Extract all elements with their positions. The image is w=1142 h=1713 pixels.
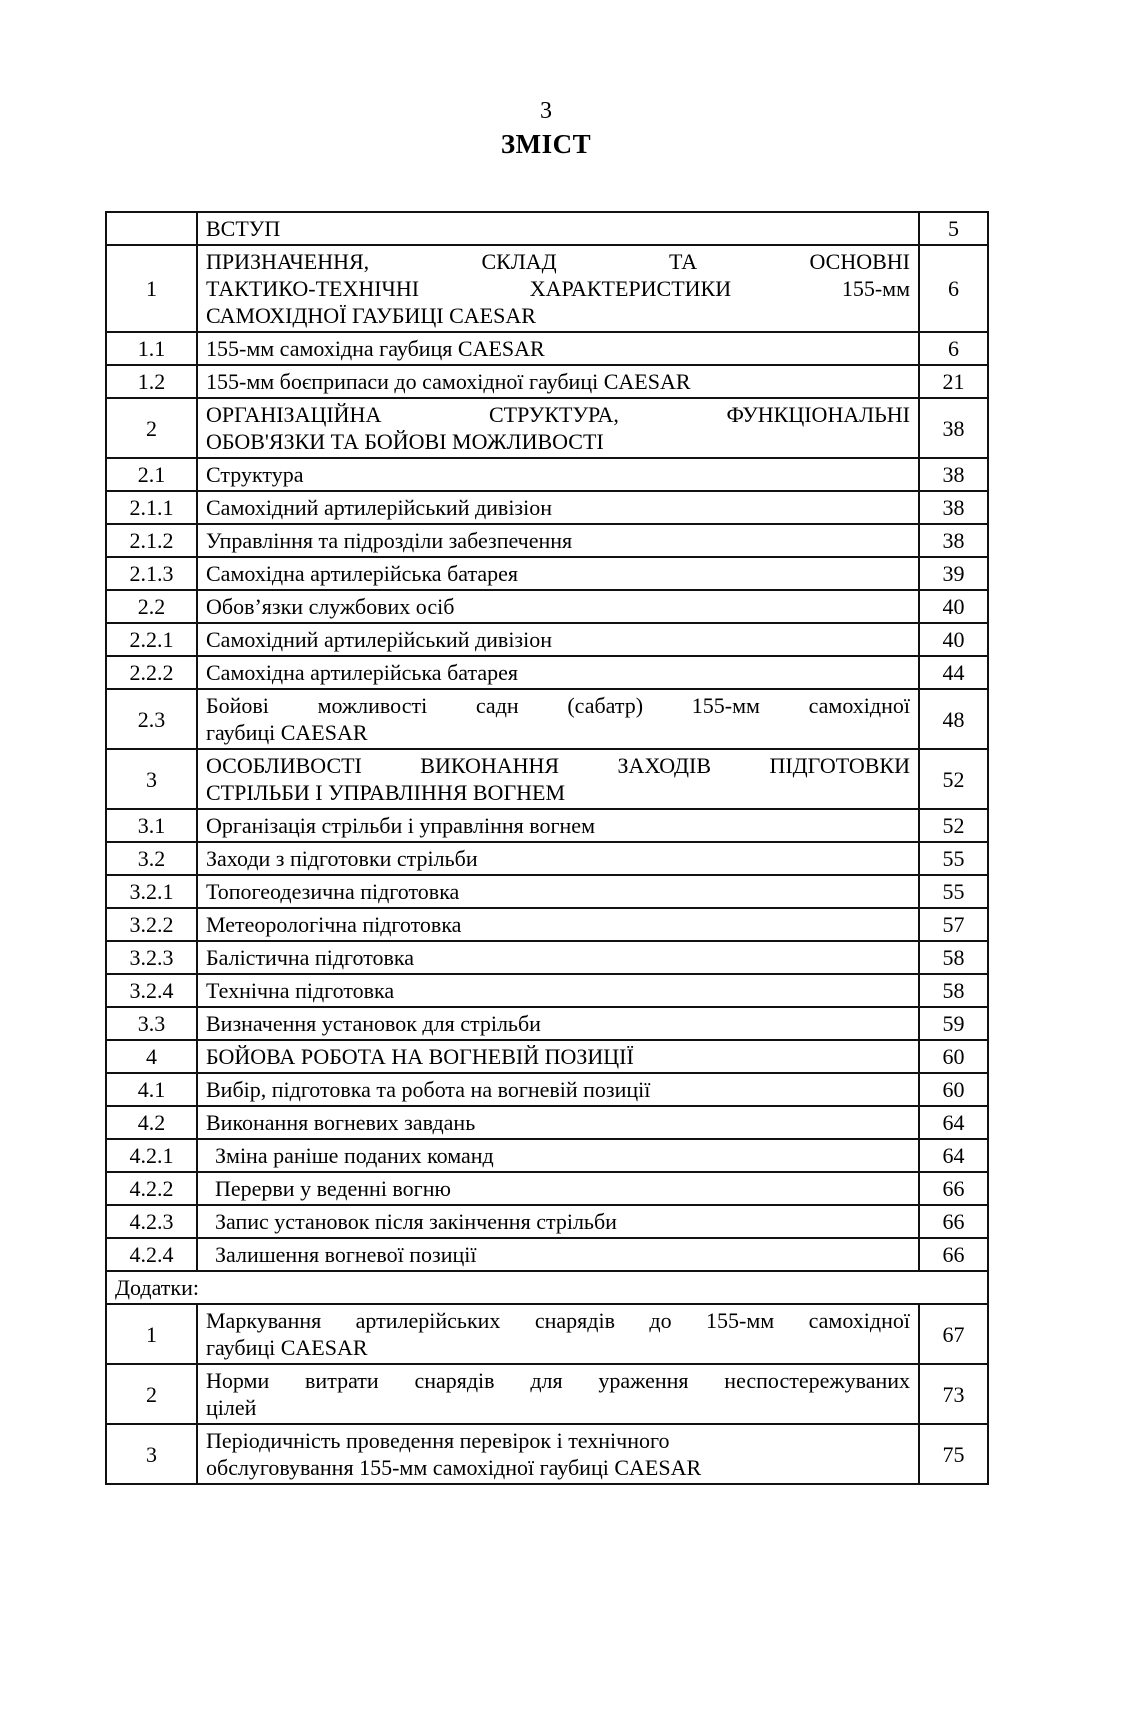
toc-entry-page: 67 (919, 1304, 988, 1364)
toc-entry-title (197, 1139, 919, 1172)
toc-entry-number: 2.2.2 (106, 656, 197, 689)
toc-row (106, 491, 988, 524)
toc-entry-title (197, 245, 919, 332)
toc-entry-title-line: Самохідний артилерійський дивізіон (206, 627, 553, 652)
toc-entry-page: 38 (919, 491, 988, 524)
toc-entry-page: 64 (919, 1139, 988, 1172)
toc-entry-title (197, 941, 919, 974)
toc-entry-title-line: Виконання вогневих завдань (206, 1110, 476, 1135)
toc-entry-title-line: Обов’язки службових осіб (206, 594, 455, 619)
toc-entry-number: 4 (106, 1040, 197, 1073)
toc-entry-number: 2.1.2 (106, 524, 197, 557)
toc-entry-title (197, 491, 919, 524)
toc-row (106, 908, 988, 941)
toc-section-label: Додатки: (106, 1271, 988, 1304)
toc-entry-title-line: Норми витрати снарядів для ураження неспостережуваних (206, 1368, 910, 1393)
toc-row (106, 1205, 988, 1238)
toc-entry-number: 2.2 (106, 590, 197, 623)
toc-entry-page: 6 (919, 245, 988, 332)
toc-entry-number: 1 (106, 1304, 197, 1364)
toc-entry-page: 38 (919, 458, 988, 491)
toc-entry-title-line: Вибір, підготовка та робота на вогневій позиції (206, 1077, 651, 1102)
toc-entry-title-line: Залишення вогневої позиції (215, 1242, 477, 1267)
toc-entry-title-line: ОБОВ'ЯЗКИ ТА БОЙОВІ МОЖЛИВОСТІ (206, 429, 604, 454)
toc-entry-number: 3.2.2 (106, 908, 197, 941)
toc-entry-title-line: цілей (206, 1395, 257, 1420)
page-number: 3 (540, 98, 552, 124)
toc-entry-number: 2.1.1 (106, 491, 197, 524)
toc-entry-page: 58 (919, 941, 988, 974)
toc-entry-number: 3.2.1 (106, 875, 197, 908)
toc-entry-title (197, 1106, 919, 1139)
toc-row (106, 1424, 988, 1484)
toc-entry-title (197, 1364, 919, 1424)
toc-row (106, 590, 988, 623)
toc-entry-page: 66 (919, 1172, 988, 1205)
toc-entry-page: 57 (919, 908, 988, 941)
toc-entry-page: 40 (919, 590, 988, 623)
toc-row (106, 1040, 988, 1073)
toc-entry-number: 1.1 (106, 332, 197, 365)
toc-entry-number: 3.2.3 (106, 941, 197, 974)
toc-row (106, 623, 988, 656)
toc-entry-title-line: Самохідна артилерійська батарея (206, 561, 518, 586)
toc-row (106, 689, 988, 749)
toc-entry-title (197, 1238, 919, 1271)
toc-entry-page: 5 (919, 212, 988, 245)
toc-entry-title (197, 1304, 919, 1364)
toc-entry-number: 4.2.4 (106, 1238, 197, 1271)
toc-entry-title (197, 524, 919, 557)
toc-row (106, 1364, 988, 1424)
toc-entry-number: 2.3 (106, 689, 197, 749)
toc-entry-page: 40 (919, 623, 988, 656)
toc-row (106, 1073, 988, 1106)
toc-entry-number: 3.1 (106, 809, 197, 842)
toc-row (106, 458, 988, 491)
toc-entry-title-line: Заходи з підготовки стрільби (206, 846, 478, 871)
toc-row (106, 875, 988, 908)
toc-row (106, 398, 988, 458)
toc-entry-page: 66 (919, 1238, 988, 1271)
toc-body (106, 212, 988, 1484)
toc-entry-page: 52 (919, 809, 988, 842)
toc-entry-title-line: ТАКТИКО-ТЕХНІЧНІ ХАРАКТЕРИСТИКИ 155-мм (206, 276, 910, 301)
toc-entry-title-line: гаубиці CAESAR (206, 720, 368, 745)
toc-entry-number: 4.2.3 (106, 1205, 197, 1238)
toc-entry-title (197, 875, 919, 908)
toc-entry-number: 3.2.4 (106, 974, 197, 1007)
toc-entry-title-line: обслуговування 155-мм самохідної гаубиці CAESAR (206, 1455, 702, 1480)
toc-row (106, 656, 988, 689)
toc-entry-page: 6 (919, 332, 988, 365)
toc-entry-title-line: Самохідна артилерійська батарея (206, 660, 518, 685)
toc-row (106, 842, 988, 875)
toc-entry-page: 38 (919, 398, 988, 458)
toc-row (106, 557, 988, 590)
document-page (0, 98, 1142, 1485)
toc-entry-title-line: ОРГАНІЗАЦІЙНА СТРУКТУРА, ФУНКЦІОНАЛЬНІ (206, 402, 910, 427)
toc-entry-page: 39 (919, 557, 988, 590)
toc-entry-page: 75 (919, 1424, 988, 1484)
toc-entry-title-line: 155-мм боєприпаси до самохідної гаубиці CAESAR (206, 369, 691, 394)
toc-entry-page: 44 (919, 656, 988, 689)
toc-entry-title-line: Запис установок після закінчення стрільби (215, 1209, 617, 1234)
toc-entry-title (197, 842, 919, 875)
toc-entry-title-line: Маркування артилерійських снарядів до 155-мм самохідної (206, 1308, 910, 1333)
toc-entry-number: 4.1 (106, 1073, 197, 1106)
toc-entry-number: 4.2 (106, 1106, 197, 1139)
toc-entry-number: 2.1.3 (106, 557, 197, 590)
toc-entry-number: 2.1 (106, 458, 197, 491)
toc-row (106, 1106, 988, 1139)
toc-entry-title (197, 365, 919, 398)
toc-entry-number: 2 (106, 398, 197, 458)
toc-table (105, 211, 989, 1485)
toc-entry-number: 4.2.1 (106, 1139, 197, 1172)
toc-entry-number: 4.2.2 (106, 1172, 197, 1205)
toc-entry-title (197, 398, 919, 458)
toc-entry-title-line: САМОХІДНОЇ ГАУБИЦІ CAESAR (206, 303, 536, 328)
toc-row (106, 245, 988, 332)
toc-entry-title-line: Структура (206, 462, 304, 487)
toc-entry-title-line: Організація стрільби і управління вогнем (206, 813, 595, 838)
toc-entry-page: 48 (919, 689, 988, 749)
toc-entry-title (197, 1205, 919, 1238)
toc-entry-page: 66 (919, 1205, 988, 1238)
toc-entry-title-line: 155-мм самохідна гаубиця CAESAR (206, 336, 545, 361)
toc-entry-number: 3.2 (106, 842, 197, 875)
toc-entry-title (197, 1040, 919, 1073)
toc-row (106, 1238, 988, 1271)
toc-entry-title (197, 689, 919, 749)
toc-entry-number: 3.3 (106, 1007, 197, 1040)
toc-entry-title (197, 332, 919, 365)
toc-entry-page: 64 (919, 1106, 988, 1139)
toc-entry-page: 58 (919, 974, 988, 1007)
toc-entry-page: 59 (919, 1007, 988, 1040)
page-header (105, 98, 987, 159)
toc-row (106, 1172, 988, 1205)
toc-entry-page: 55 (919, 842, 988, 875)
toc-entry-number: 2 (106, 1364, 197, 1424)
toc-entry-title-line: Метеорологічна підготовка (206, 912, 462, 937)
toc-entry-title-line: Зміна раніше поданих команд (215, 1143, 494, 1168)
toc-row (106, 1139, 988, 1172)
toc-entry-title-line: гаубиці CAESAR (206, 1335, 368, 1360)
toc-entry-title (197, 1424, 919, 1484)
toc-row (106, 332, 988, 365)
toc-row (106, 1304, 988, 1364)
toc-entry-page: 60 (919, 1040, 988, 1073)
page-title: ЗМІСТ (500, 129, 592, 159)
toc-entry-title-line: Технічна підготовка (206, 978, 395, 1003)
toc-entry-title-line: Періодичність проведення перевірок і технічного (206, 1428, 670, 1453)
toc-entry-title (197, 212, 919, 245)
toc-entry-title (197, 809, 919, 842)
toc-entry-page: 21 (919, 365, 988, 398)
toc-entry-number: 3 (106, 1424, 197, 1484)
toc-entry-title (197, 749, 919, 809)
toc-entry-page: 38 (919, 524, 988, 557)
toc-entry-page: 52 (919, 749, 988, 809)
toc-entry-title (197, 656, 919, 689)
toc-entry-number: 1.2 (106, 365, 197, 398)
toc-entry-title-line: Визначення установок для стрільби (206, 1011, 541, 1036)
toc-entry-title (197, 1172, 919, 1205)
toc-entry-title-line: Топогеодезична підготовка (206, 879, 460, 904)
toc-entry-title-line: СТРІЛЬБИ І УПРАВЛІННЯ ВОГНЕМ (206, 780, 566, 805)
toc-entry-page: 73 (919, 1364, 988, 1424)
toc-entry-page: 60 (919, 1073, 988, 1106)
toc-row (106, 1271, 988, 1304)
toc-entry-title (197, 557, 919, 590)
toc-entry-title (197, 974, 919, 1007)
toc-row (106, 941, 988, 974)
toc-entry-number: 3 (106, 749, 197, 809)
toc-entry-title (197, 458, 919, 491)
toc-entry-page: 55 (919, 875, 988, 908)
toc-row (106, 212, 988, 245)
toc-entry-title-line: БОЙОВА РОБОТА НА ВОГНЕВІЙ ПОЗИЦІЇ (206, 1044, 634, 1069)
toc-row (106, 974, 988, 1007)
toc-entry-title (197, 590, 919, 623)
toc-entry-number: 1 (106, 245, 197, 332)
toc-entry-title-line: Балістична підготовка (206, 945, 415, 970)
toc-entry-title-line: Самохідний артилерійський дивізіон (206, 495, 553, 520)
toc-entry-title (197, 908, 919, 941)
toc-row (106, 749, 988, 809)
toc-entry-title (197, 623, 919, 656)
toc-entry-title-line: Бойові можливості садн (сабатр) 155-мм самохідної (206, 693, 910, 718)
toc-entry-title (197, 1007, 919, 1040)
toc-entry-title-line: ВСТУП (206, 216, 281, 241)
toc-row (106, 524, 988, 557)
toc-entry-number: 2.2.1 (106, 623, 197, 656)
toc-entry-title-line: Перерви у веденні вогню (215, 1176, 451, 1201)
toc-row (106, 365, 988, 398)
toc-entry-title-line: ОСОБЛИВОСТІ ВИКОНАННЯ ЗАХОДІВ ПІДГОТОВКИ (206, 753, 910, 778)
toc-entry-title (197, 1073, 919, 1106)
toc-entry-title-line: Управління та підрозділи забезпечення (206, 528, 573, 553)
toc-entry-number (106, 212, 197, 245)
toc-row (106, 809, 988, 842)
toc-entry-title-line: ПРИЗНАЧЕННЯ, СКЛАД ТА ОСНОВНІ (206, 249, 910, 274)
toc-row (106, 1007, 988, 1040)
